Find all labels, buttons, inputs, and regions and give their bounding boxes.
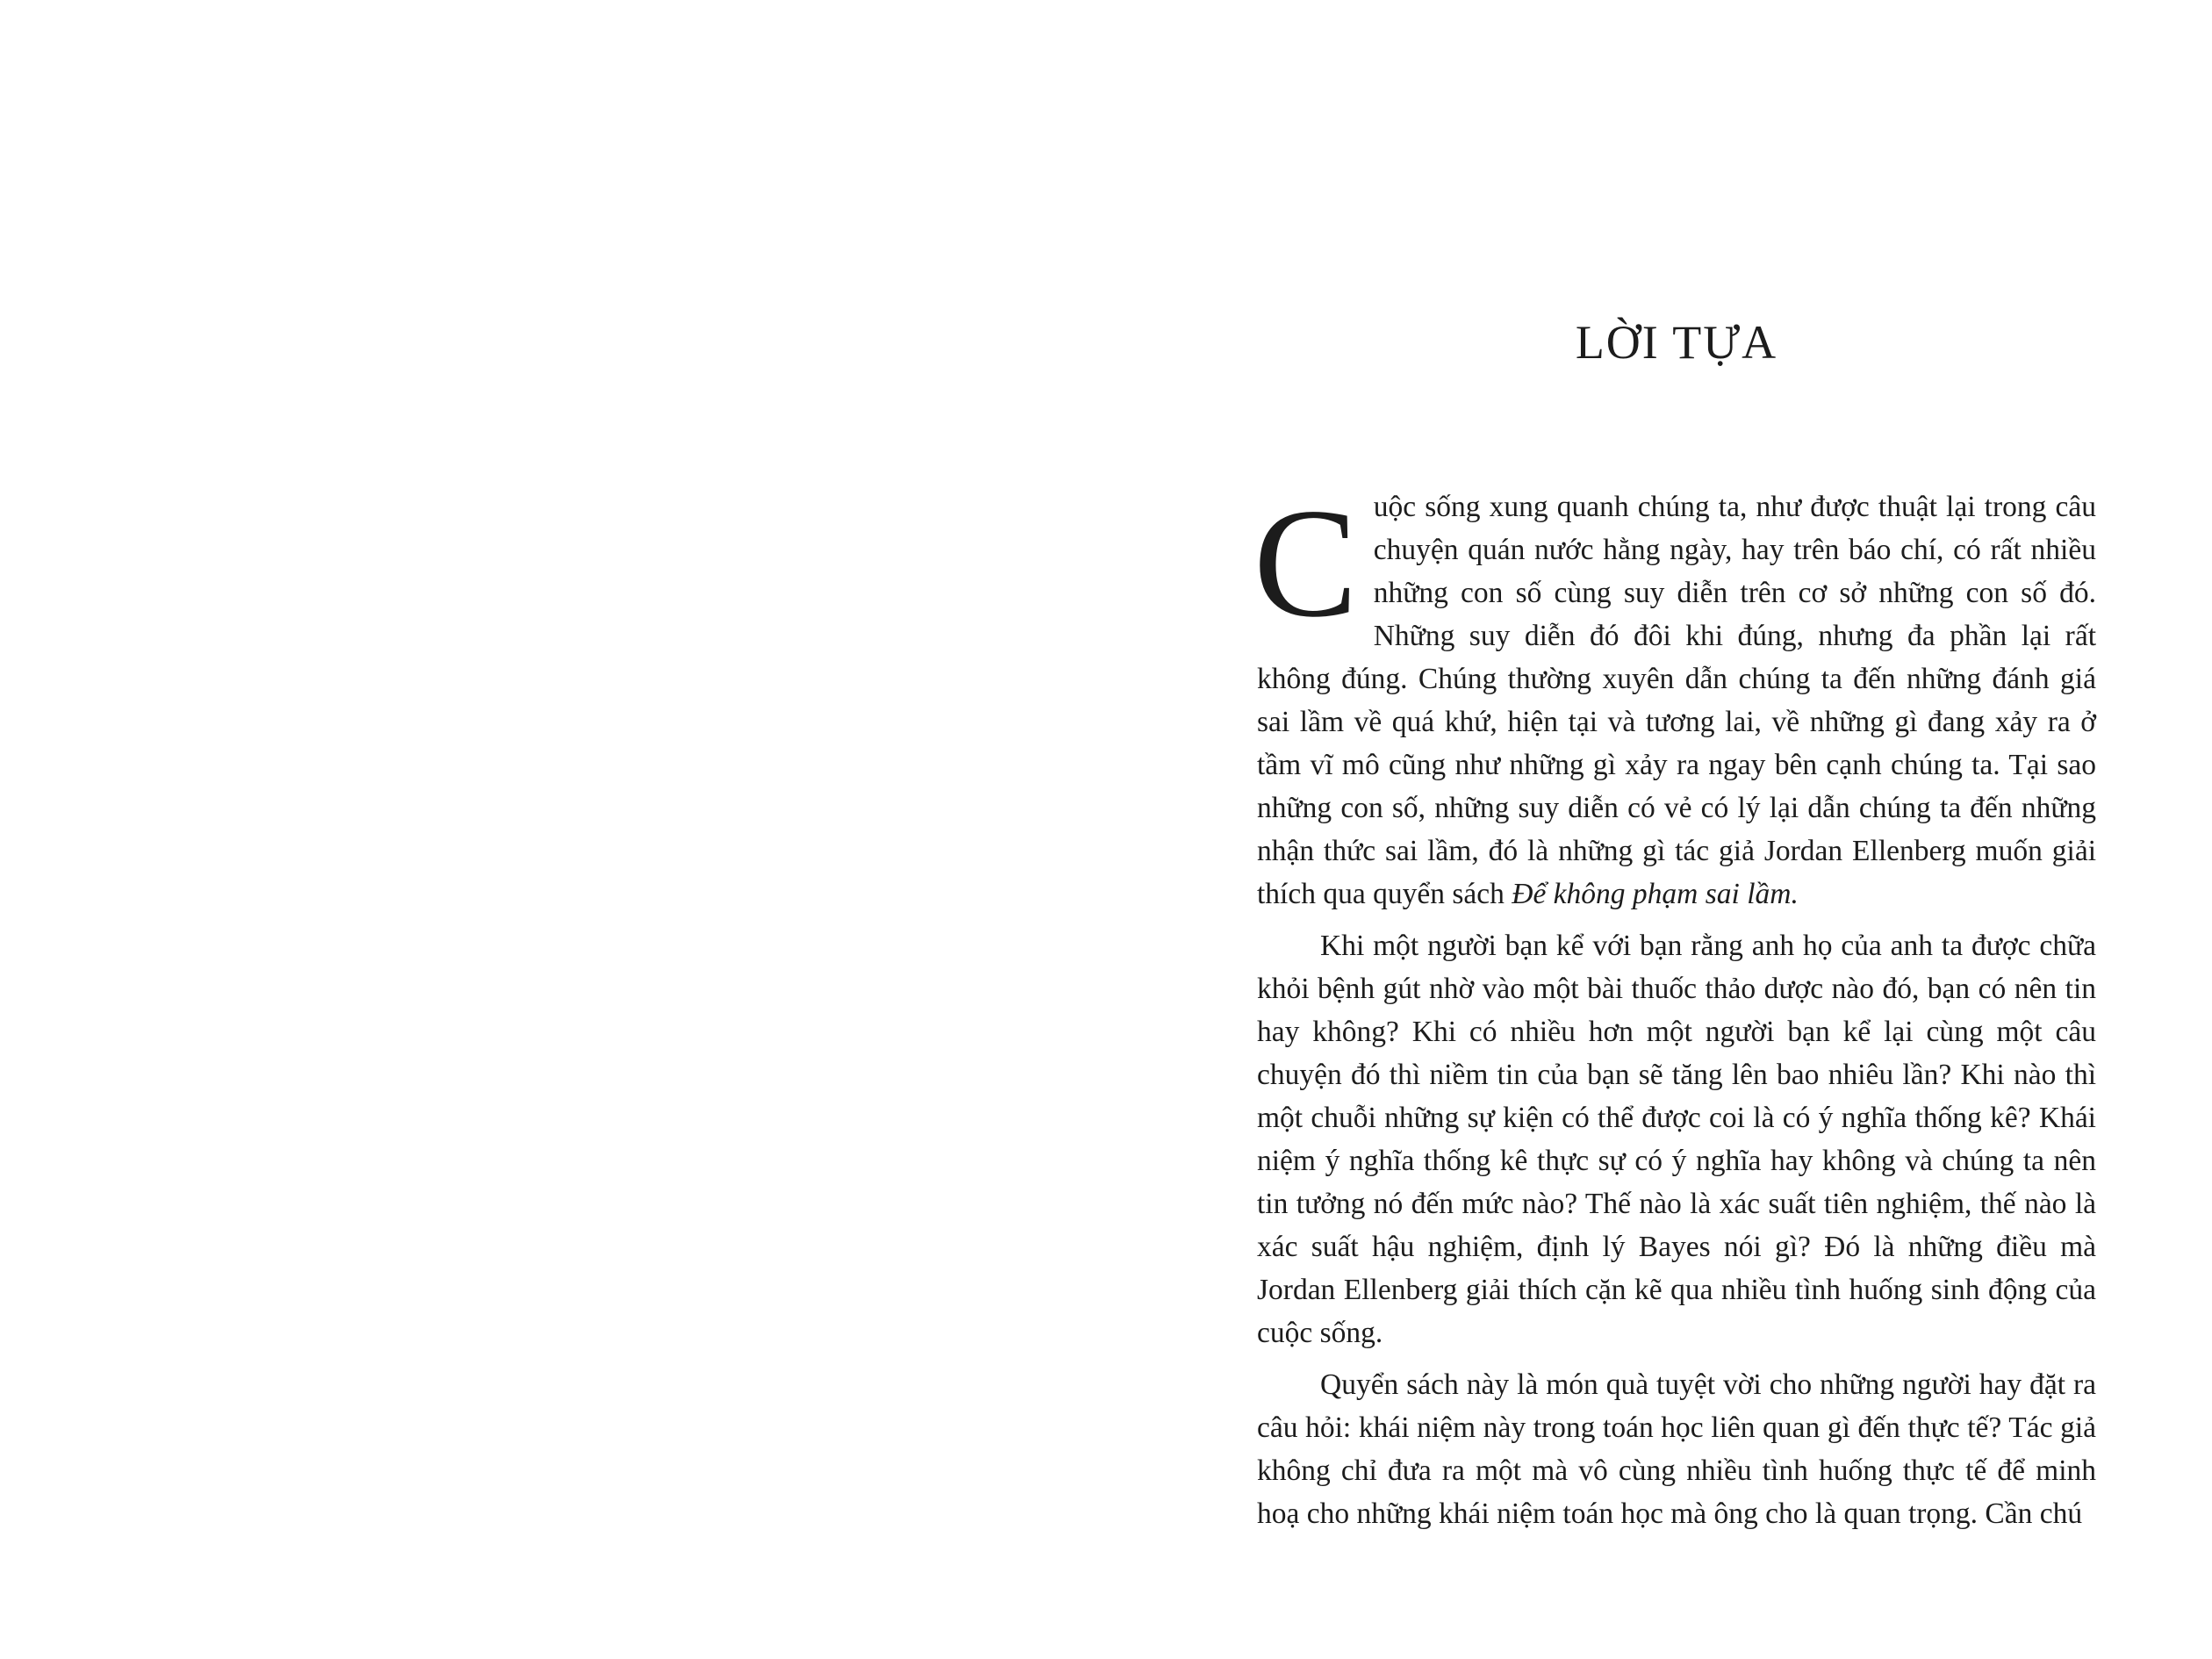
body-text: [1253, 476, 2096, 1544]
paragraph-1: [1253, 476, 2096, 916]
book-title-italic: Để không phạm sai lầm.: [1512, 878, 1799, 910]
paragraph-2: Khi một người bạn kể với bạn rằng anh họ của anh ta được chữa khỏi bệnh gút nhờ vào một bài thuốc thảo dược nào đó, bạn có nên tin hay không? Khi có nhiều hơn một người bạn kể lại cùng một câu chuyện đó thì niềm tin của bạn sẽ tăng lên bao nhiêu lần? Khi nào thì một chuỗi những sự kiện có thể được coi là có ý nghĩa thống kê? Khái niệm ý nghĩa thống kê thực sự có ý nghĩa hay không và chúng ta nên tin tưởng nó đến mức nào? Thế nào là xác suất tiên nghiệm, thế nào là xác suất hậu nghiệm, định lý Bayes nói gì? Đó là những điều mà Jordan Ellenberg giải thích cặn kẽ qua nhiều tình huống sinh động của cuộc sống.: [1257, 930, 2096, 1349]
drop-cap-letter: C: [1253, 476, 1358, 650]
paragraph-3: Quyển sách này là món quà tuyệt vời cho những người hay đặt ra câu hỏi: khái niệm này trong toán học liên quan gì đến thực tế? Tác giả không chỉ đưa ra một mà vô cùng nhiều tình huống thực tế để minh hoạ cho những khái niệm toán học mà ông cho là quan trọng. Cần chú: [1257, 1368, 2096, 1530]
paragraph-1-text: uộc sống xung quanh chúng ta, như được thuật lại trong câu chuyện quán nước hằng ngày, hay trên báo chí, có rất nhiều những con số cùng suy diễn trên cơ sở những con số đó. Những suy diễn đó đôi khi đúng, nhưng đa phần lại rất không đúng. Chúng thường xuyên dẫn chúng ta đến những đánh giá sai lầm về quá khứ, hiện tại và tương lai, về những gì đang xảy ra ở tầm vĩ mô cũng như những gì xảy ra ngay bên cạnh chúng ta. Tại sao những con số, những suy diễn có vẻ có lý lại dẫn chúng ta đến những nhận thức sai lầm, đó là những gì tác giả Jordan Ellenberg muốn giải thích qua quyển sách: [1257, 491, 2096, 910]
chapter-title: LỜI TỰA: [1575, 316, 1778, 369]
